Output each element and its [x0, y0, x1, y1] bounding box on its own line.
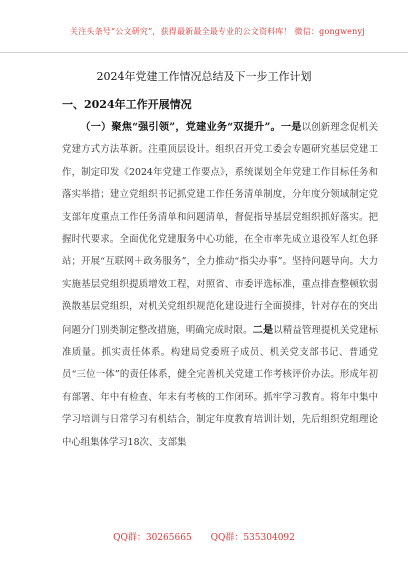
- footer-qq-group-1: QQ群：30265665: [113, 533, 192, 543]
- paragraph-heading-2: 二是: [252, 323, 274, 336]
- footer: [0, 530, 408, 543]
- paragraph-body-2: 以精益管理提机关党建标准质量。抓实责任体系。构建局党委班子成员、机关党支部书记、普通党员“三位一体”的责任体系，健全完善机关党建工作考核评价办法。形成年初有部署、年中有检查、年末有考核的工作闭环。抓牢学习教育。将年中集中学习培训与日常学习有机结合，制定年度教育培训计划，先后组织党组理论中心组集体学习18次、支部集: [62, 324, 378, 448]
- header-promo-text: 关注头条号“公文研究”，获得最新最全最专业的公文资料库！ 微信：gongwenyj: [70, 27, 365, 36]
- footer-qq-group-2: QQ群：535304092: [210, 533, 295, 543]
- header-bar: [0, 0, 408, 53]
- section-heading: 一、2024年工作开展情况: [62, 98, 192, 111]
- document-title: 2024年党建工作情况总结及下一步工作计划: [96, 70, 312, 83]
- body-paragraph: [62, 116, 378, 454]
- paragraph-body-1: 以创新理念促机关党建方式方法革新。注重顶层设计。组织召开党工委会专题研究基层党建工作，制定印发《2024年党建工作要点》，系统谋划全年党建工作目标任务和落实举措；建立党组织书记抓党建工作任务清单制度，分年度分领域制定党支部年度重点工作任务清单和问题清单，督促指导基层党组织抓好落实。把握时代要求。全面优化党建服务中心功能，在全市率先成立退役军人红色驿站；开展“互联网＋政务服务”，全力推动“指尖办事”。坚持问题导向。大力实施基层党组织提质增效工程，对照省、市委评选标准，重点排查整顿软弱涣散基层党组织，对机关党组织规范化建设进行全面摸排，针对存在的突出问题分门别类制定整改措施，明确完成时限。: [62, 122, 378, 336]
- paragraph-heading: （一）聚焦“强引领”，党建业务“双提升”。一是: [80, 121, 302, 133]
